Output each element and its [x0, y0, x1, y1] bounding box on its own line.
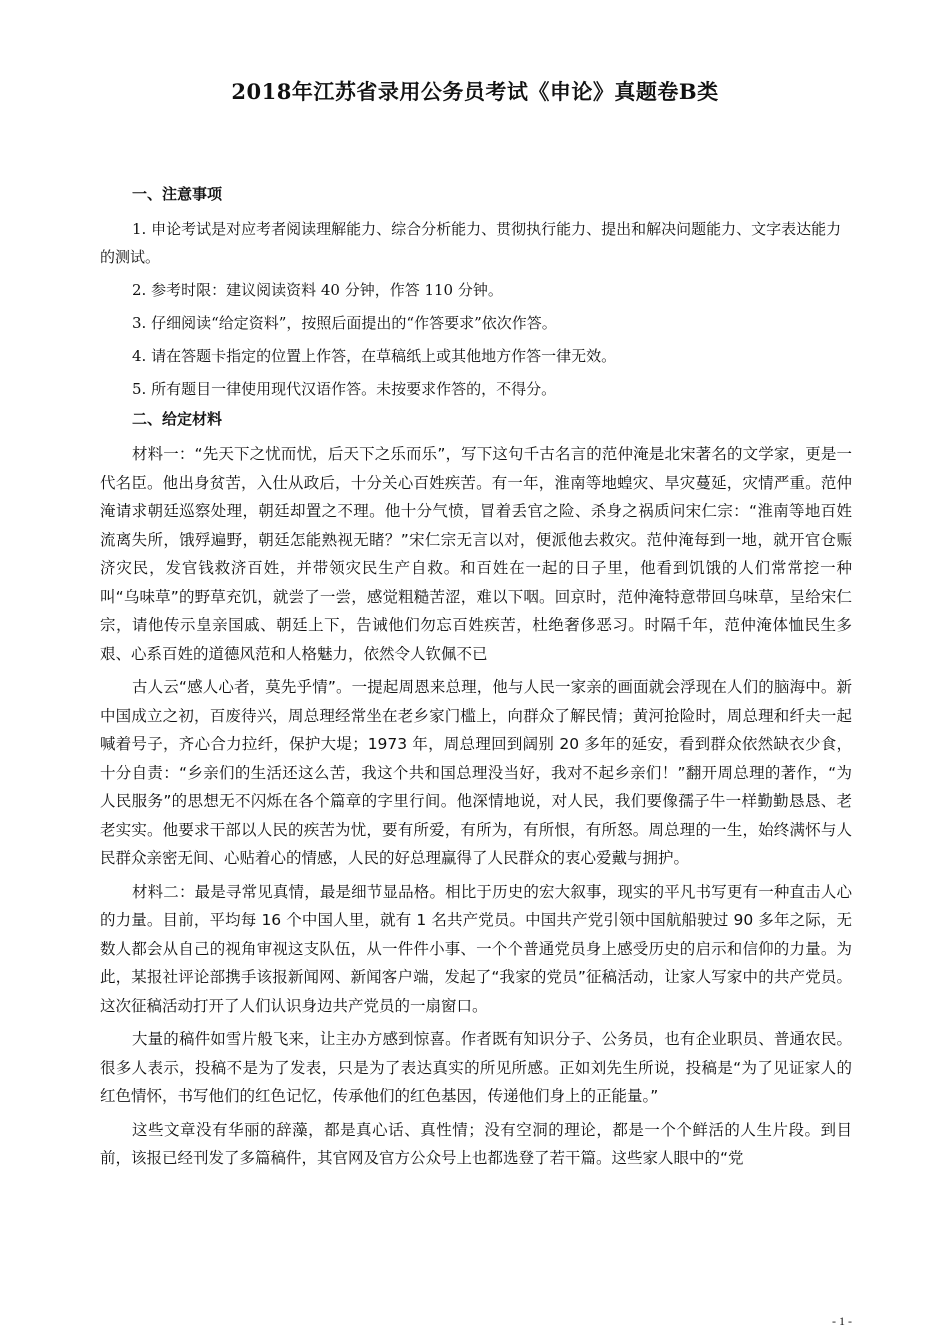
material-paragraph: 材料一：“先天下之忧而忧，后天下之乐而乐”，写下这句千古名言的范仲淹是北宋著名的文学家，更是一代名臣。他出身贫苦，入仕从政后，十分关心百姓疾苦。有一年，淮南等地蝗灾、旱灾蔓延，灾情严重。范仲淹请求朝廷巡察处理，朝廷却置之不理。他十分气愤，冒着丢官之险、杀身之祸质问宋仁宗：“淮南等地百姓流离失所，饿殍遍野，朝廷怎能熟视无睹？”宋仁宗无言以对，便派他去救灾。范仲淹每到一地，就开官仓赈济灾民，发官钱救济百姓，并带领灾民生产自救。和百姓在一起的日子里，他看到饥饿的人们常常挖一种叫“乌味草”的野草充饥，就尝了一尝，感觉粗糙苦涩，难以下咽。回京时，范仲淹特意带回乌味草，呈给宋仁宗，请他传示皇亲国戚、朝廷上下，告诫他们勿忘百姓疾苦，杜绝奢侈恶习。时隔千年，范仲淹体恤民生多艰、心系百姓的道德风范和人格魅力，依然令人钦佩不已: [100, 445, 852, 663]
notice-item: 2. 参考时限：建议阅读资料 40 分钟，作答 110 分钟。: [132, 281, 503, 299]
notice-item: 1. 申论考试是对应考者阅读理解能力、综合分析能力、贯彻执行能力、提出和解决问题能力、文字表达能力的测试。: [100, 220, 842, 266]
notice-item: 4. 请在答题卡指定的位置上作答，在草稿纸上或其他地方作答一律无效。: [132, 347, 617, 365]
notice-item: 5. 所有题目一律使用现代汉语作答。未按要求作答的，不得分。: [132, 380, 557, 398]
document-title: 2018年江苏省录用公务员考试《申论》真题卷B类: [231, 79, 719, 104]
notice-heading: 一、注意事项: [132, 185, 223, 203]
material-paragraph: 古人云“感人心者，莫先乎情”。一提起周恩来总理，他与人民一家亲的画面就会浮现在人们的脑海中。新中国成立之初，百废待兴，周总理经常坐在老乡家门槛上，向群众了解民情；黄河抢险时，周总理和纤夫一起喊着号子，齐心合力拉纤，保护大堤；1973 年，周总理回到阔别 20 多年的延安，看到群众依然缺衣少食，十分自责：“乡亲们的生活还这么苦，我这个共和国总理没当好，我对不起乡亲们！”翻开周总理的著作，“为人民服务”的思想无不闪烁在各个篇章的字里行间。他深情地说，对人民，我们要像孺子牛一样勤勤恳恳、老老实实。他要求干部以人民的疾苦为忧，要有所爱，有所为，有所恨，有所怒。周总理的一生，始终满怀与人民群众亲密无间、心贴着心的情感，人民的好总理赢得了人民群众的衷心爱戴与拥护。: [100, 678, 852, 867]
material-paragraph: 大量的稿件如雪片般飞来，让主办方感到惊喜。作者既有知识分子、公务员，也有企业职员、普通农民。很多人表示，投稿不是为了发表，只是为了表达真实的所见所感。正如刘先生所说，投稿是“为了见证家人的红色情怀，书写他们的红色记忆，传承他们的红色基因，传递他们身上的正能量。”: [100, 1030, 852, 1105]
materials-heading: 二、给定材料: [132, 410, 223, 428]
notice-item: 3. 仔细阅读“给定资料”，按照后面提出的“作答要求”依次作答。: [132, 314, 557, 332]
material-paragraph: 这些文章没有华丽的辞藻，都是真心话、真性情；没有空洞的理论，都是一个个鲜活的人生片段。到目前，该报已经刊发了多篇稿件，其官网及官方公众号上也都选登了若干篇。这些家人眼中的“党: [100, 1120, 852, 1167]
material-paragraph: 材料二：最是寻常见真情，最是细节显品格。相比于历史的宏大叙事，现实的平凡书写更有一种直击人心的力量。目前，平均每 16 个中国人里，就有 1 名共产党员。中国共产党引领中国航船驶过 90 多年之际，无数人都会从自己的视角审视这支队伍，从一件件小事、一个个普通党员身上感受历史的启示和信仰的力量。为此，某报社评论部携手该报新闻网、新闻客户端，发起了“我家的党员”征稿活动，让家人写家中的共产党员。这次征稿活动打开了人们认识身边共产党员的一扇窗口。: [100, 882, 852, 1015]
page-number: - 1 -: [832, 1314, 852, 1328]
document-body: [100, 183, 852, 1178]
